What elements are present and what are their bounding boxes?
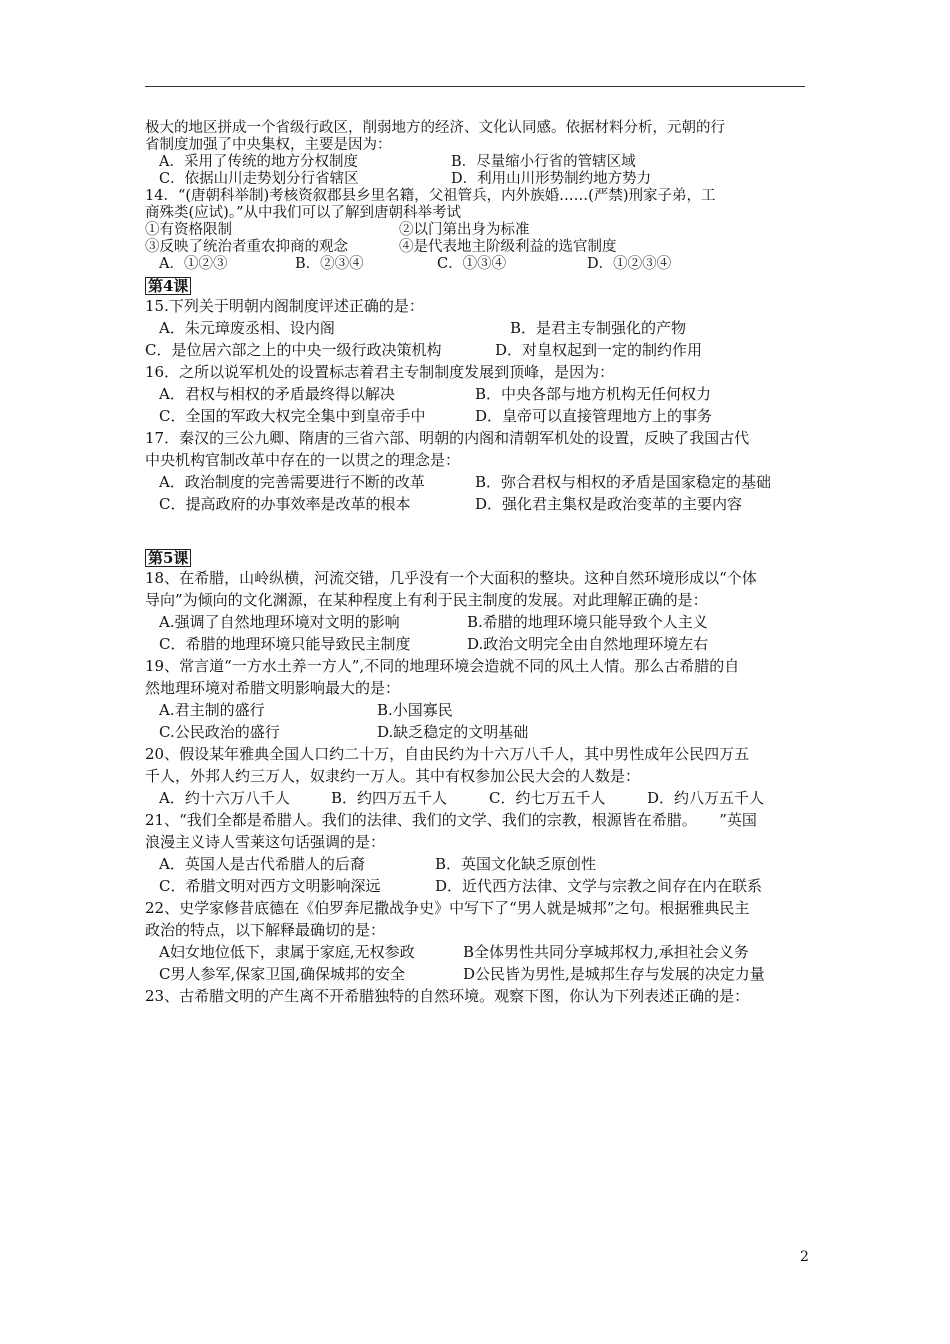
q18-options-row-2 [145, 633, 810, 655]
option-d: D．强化君主集权是政治变革的主要内容 [475, 495, 743, 513]
q14-items-row-2 [145, 239, 810, 256]
option-c: C．依据山川走势划分行省辖区 [159, 171, 359, 187]
q15-options-row-1 [145, 317, 810, 339]
option-c: C．①③④ [437, 256, 507, 272]
option-b: B．尽量缩小行省的管辖区域 [451, 154, 636, 170]
q22-stem: 政治的特点，以下解释最确切的是： [145, 921, 386, 939]
option-d: D．利用山川形势制约地方势力 [451, 171, 652, 187]
option-b: B全体男性共同分享城邦权力,承担社会义务 [463, 943, 749, 961]
option-b: B．是君主专制强化的产物 [510, 319, 687, 337]
item-2: ②以门第出身为标准 [399, 222, 530, 238]
q13-options-row-1 [145, 154, 810, 171]
option-c: C男人参军,保家卫国,确保城邦的安全 [159, 965, 406, 983]
option-b: B.希腊的地理环境只能导致个人主义 [467, 613, 708, 631]
option-d: D．对皇权起到一定的制约作用 [495, 341, 703, 359]
q17-options-row-1 [145, 471, 810, 493]
q19-options-row-1 [145, 699, 810, 721]
q18-stem: 18、在希腊，山岭纵横，河流交错，几乎没有一个大面积的整块。这种自然环境形成以“个体 [145, 569, 757, 587]
q14-stem: 商殊类(应试)。”从中我们可以了解到唐朝科举考试 [145, 205, 461, 221]
spacer [145, 515, 810, 545]
q21-options-row-1 [145, 853, 810, 875]
option-d: D．①②③④ [587, 256, 672, 272]
option-a: A．约十六万八千人 [159, 789, 290, 807]
item-4: ④是代表地主阶级利益的选官制度 [399, 239, 617, 255]
q17-options-row-2 [145, 493, 810, 515]
option-b: B．②③④ [295, 256, 364, 272]
q19-stem: 19、常言道“一方水土养一方人”,不同的地理环境会造就不同的风土人情。那么古希腊的自 [145, 657, 740, 675]
q18-options-row-1 [145, 611, 810, 633]
option-a: A妇女地位低下，隶属于家庭,无权参政 [159, 943, 415, 961]
option-d: D.政治文明完全由自然地理环境左右 [467, 635, 709, 653]
q21-stem: 浪漫主义诗人雪莱这句话强调的是： [145, 833, 386, 851]
q14-options [145, 256, 810, 273]
option-d: D公民皆为男性,是城邦生存与发展的决定力量 [463, 965, 765, 983]
option-a: A.君主制的盛行 [159, 701, 265, 719]
option-b: B．弥合君权与相权的矛盾是国家稳定的基础 [475, 473, 772, 491]
header-rule [145, 86, 805, 87]
option-a: A．君权与相权的矛盾最终得以解决 [159, 385, 395, 403]
option-c: C．提高政府的办事效率是改革的根本 [159, 495, 411, 513]
q17-stem: 中央机构官制改革中存在的一以贯之的理念是： [145, 451, 461, 469]
option-a: A．英国人是古代希腊人的后裔 [159, 855, 365, 873]
option-d: D．近代西方法律、文学与宗教之间存在内在联系 [435, 877, 763, 895]
q20-stem: 千人，外邦人约三万人，奴隶约一万人。其中有权参加公民大会的人数是： [145, 767, 641, 785]
option-a: A．朱元璋废丞相、设内阁 [159, 319, 335, 337]
q16-options-row-2 [145, 405, 810, 427]
option-c: C．全国的军政大权完全集中到皇帝手中 [159, 407, 426, 425]
lesson-5-heading-wrap [145, 545, 810, 567]
option-d: D．约八万五千人 [647, 789, 765, 807]
q16-stem: 16．之所以说军机处的设置标志着君主专制制度发展到顶峰，是因为： [145, 363, 615, 381]
lesson-4-heading-wrap [145, 273, 810, 295]
q20-options [145, 787, 810, 809]
lesson-4-heading: 第4课 [145, 277, 191, 295]
option-c: C．希腊文明对西方文明影响深远 [159, 877, 381, 895]
q17-stem: 17．秦汉的三公九卿、隋唐的三省六部、明朝的内阁和清朝军机处的设置，反映了我国古代 [145, 429, 750, 447]
q14-stem: 14．“(唐朝科举制)考核资叙郡县乡里名籍，父祖管兵，内外族婚……(严禁)刑家子弟，工 [145, 188, 716, 204]
page-number: 2 [800, 1249, 809, 1265]
q18-stem: 导向”为倾向的文化渊源，在某种程度上有利于民主制度的发展。对此理解正确的是： [145, 591, 708, 609]
q22-options-row-1 [145, 941, 810, 963]
q15-options-row-2 [145, 339, 810, 361]
option-a: A.强调了自然地理环境对文明的影响 [159, 613, 400, 631]
option-b: B．中央各部与地方机构无任何权力 [475, 385, 712, 403]
q14-items-row-1 [145, 222, 810, 239]
option-b: B.小国寡民 [377, 701, 453, 719]
q21-options-row-2 [145, 875, 810, 897]
document-body [145, 120, 810, 1007]
q19-stem: 然地理环境对希腊文明影响最大的是： [145, 679, 401, 697]
lesson-5-heading: 第5课 [145, 549, 191, 567]
q13-block [145, 120, 810, 273]
option-c: C.公民政治的盛行 [159, 723, 280, 741]
q22-options-row-2 [145, 963, 810, 985]
text-line: 省制度加强了中央集权，主要是因为： [145, 137, 392, 153]
q23-stem: 23、古希腊文明的产生离不开希腊独特的自然环境。观察下图，你认为下列表述正确的是： [145, 987, 750, 1005]
q21-stem: 21、“我们全都是希腊人。我们的法律、我们的文学、我们的宗教，根源皆在希腊。 ”英国 [145, 811, 757, 829]
q19-options-row-2 [145, 721, 810, 743]
option-a: A．①②③ [159, 256, 228, 272]
q16-options-row-1 [145, 383, 810, 405]
item-1: ①有资格限制 [145, 222, 232, 238]
q15-stem: 15.下列关于明朝内阁制度评述正确的是： [145, 297, 424, 315]
q22-stem: 22、史学家修昔底德在《伯罗奔尼撒战争史》中写下了“男人就是城邦”之句。根据雅典民主 [145, 899, 750, 917]
option-c: C．希腊的地理环境只能导致民主制度 [159, 635, 411, 653]
option-a: A．采用了传统的地方分权制度 [159, 154, 358, 170]
option-d: D.缺乏稳定的文明基础 [377, 723, 529, 741]
q13-options-row-2 [145, 171, 810, 188]
option-c: C．约七万五千人 [489, 789, 606, 807]
option-d: D．皇帝可以直接管理地方上的事务 [475, 407, 713, 425]
option-c: C．是位居六部之上的中央一级行政决策机构 [145, 341, 442, 359]
option-b: B．约四万五千人 [331, 789, 448, 807]
option-b: B．英国文化缺乏原创性 [435, 855, 597, 873]
option-a: A．政治制度的完善需要进行不断的改革 [159, 473, 425, 491]
q20-stem: 20、假设某年雅典全国人口约二十万，自由民约为十六万八千人，其中男性成年公民四万五 [145, 745, 750, 763]
item-3: ③反映了统治者重农抑商的观念 [145, 239, 348, 255]
text-line: 极大的地区拼成一个省级行政区，削弱地方的经济、文化认同感。依据材料分析，元朝的行 [145, 120, 725, 136]
